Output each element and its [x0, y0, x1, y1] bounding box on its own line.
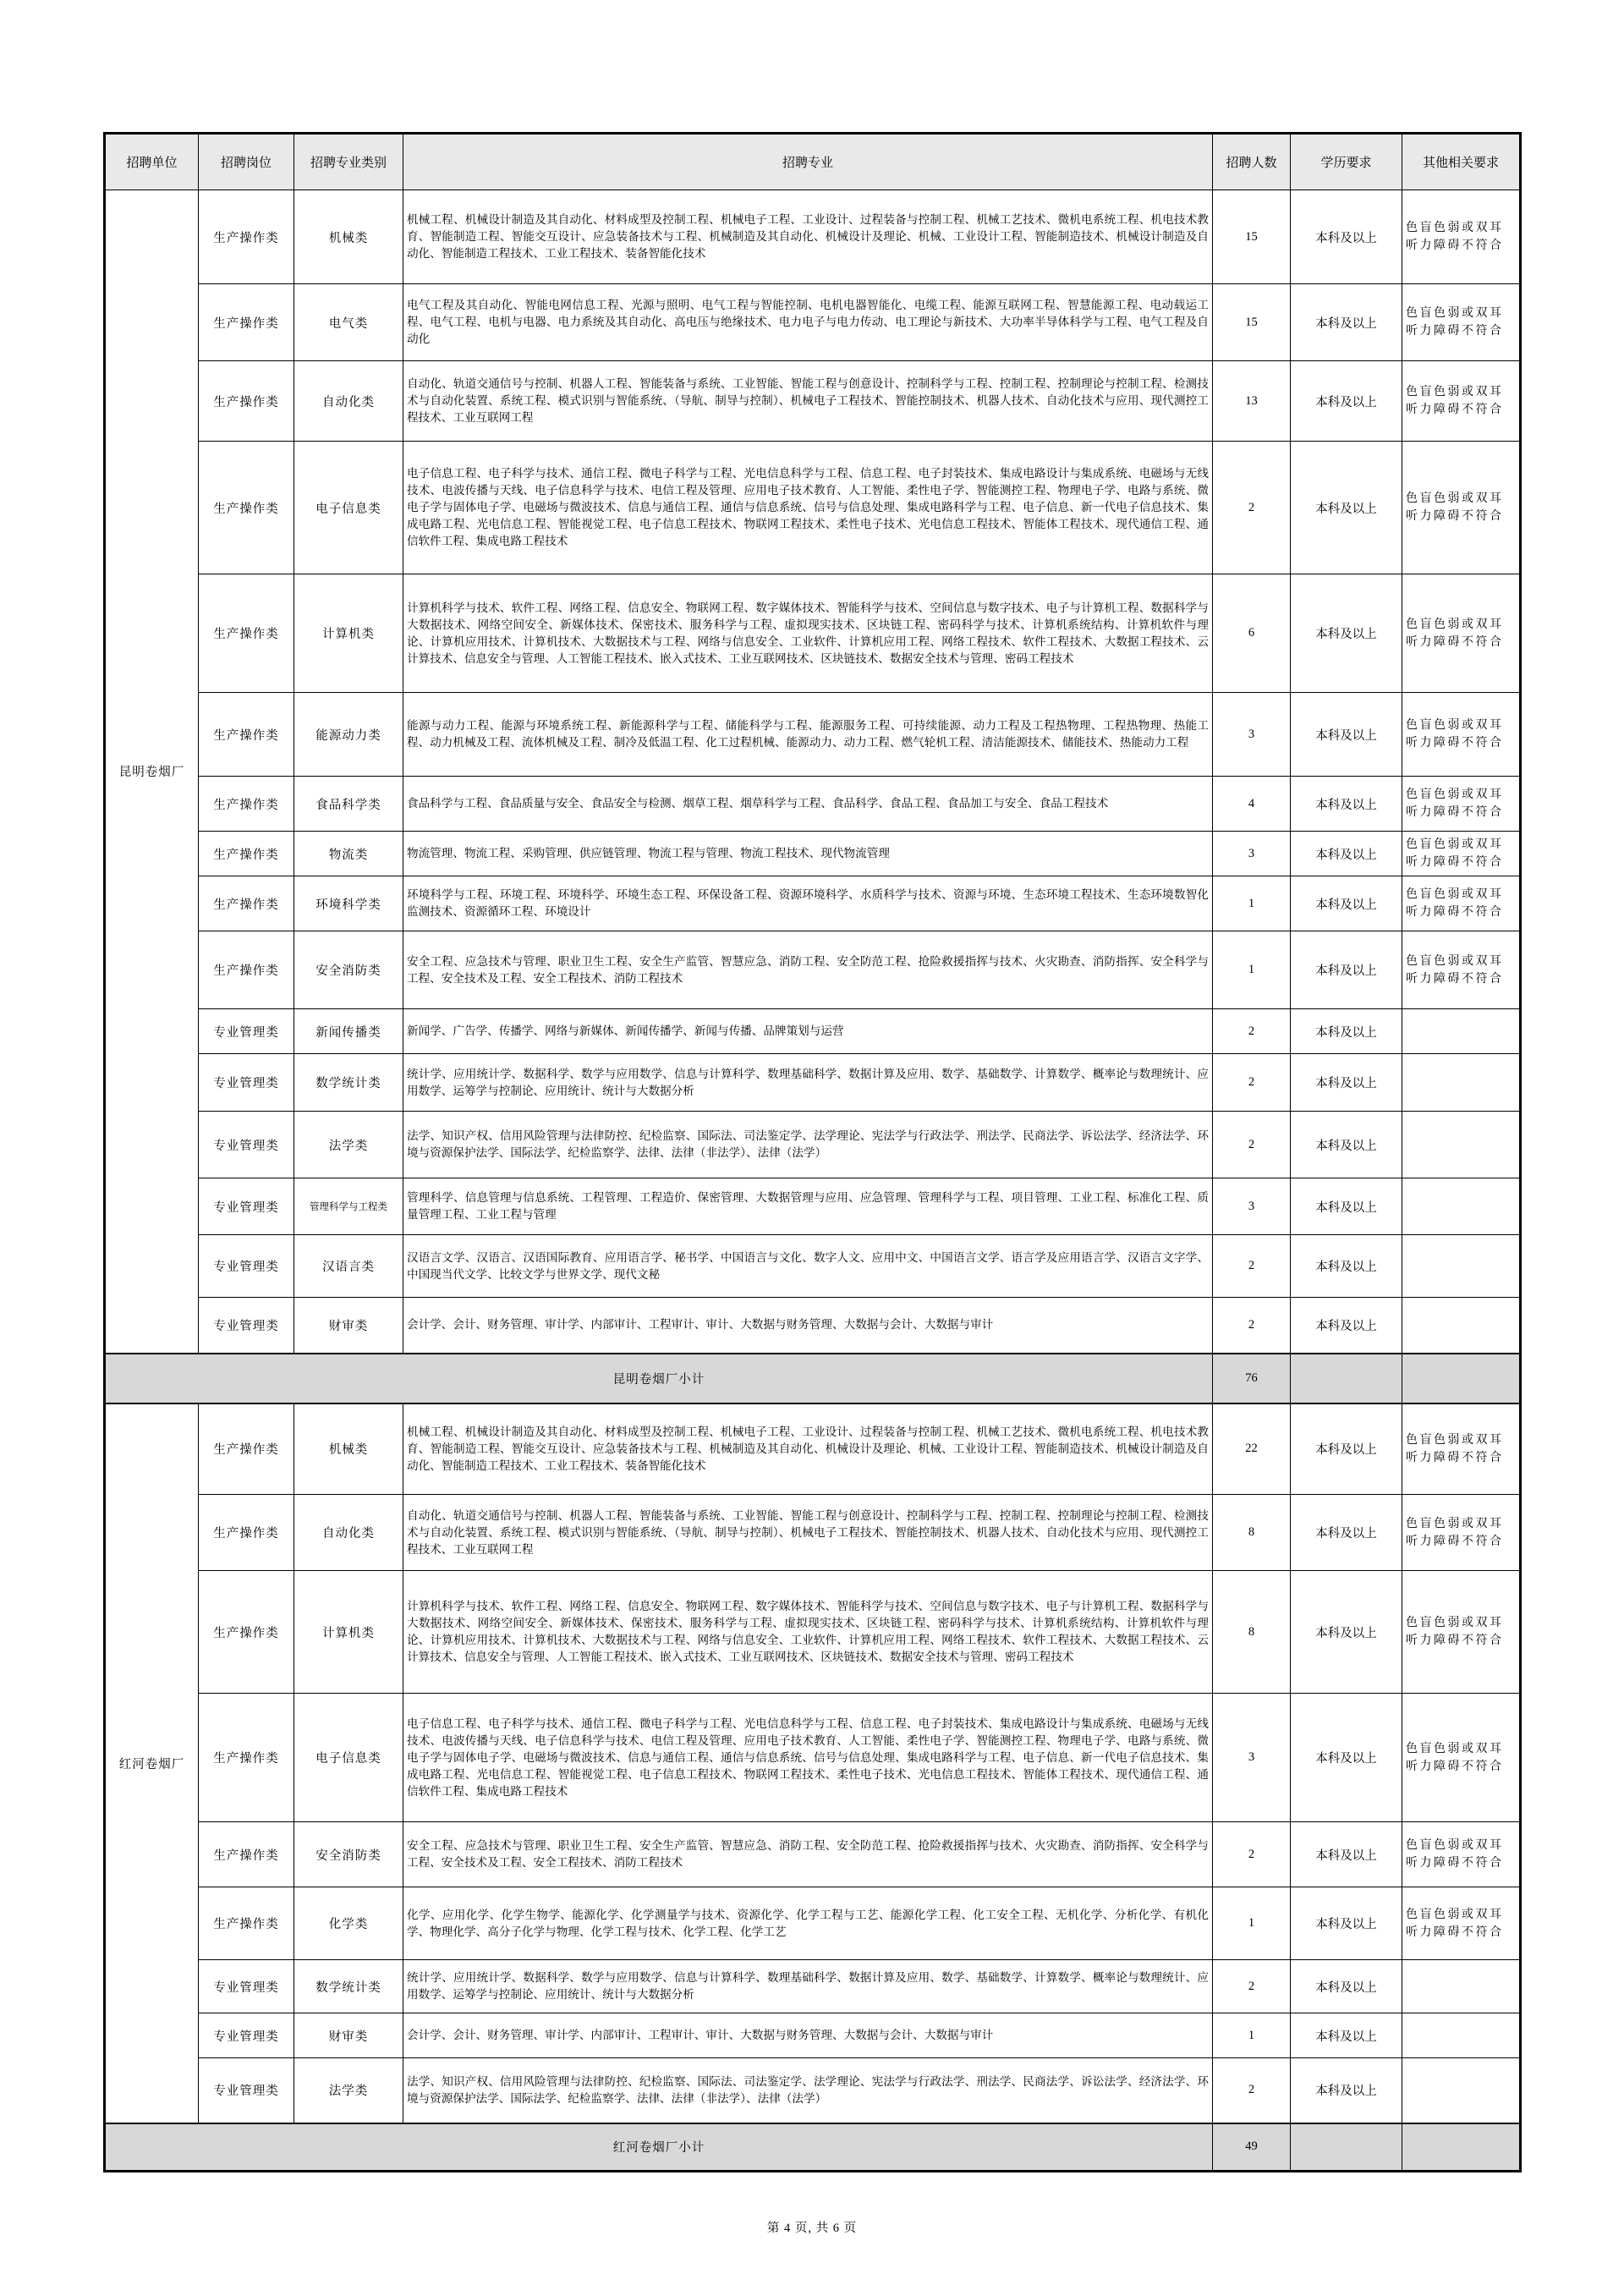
post-cell: 专业管理类 [199, 1112, 294, 1178]
category-cell: 电气类 [294, 284, 403, 361]
category-cell: 法学类 [294, 2058, 403, 2123]
category-cell: 环境科学类 [294, 876, 403, 931]
education-cell: 本科及以上 [1291, 1178, 1402, 1235]
count-cell: 22 [1213, 1403, 1291, 1495]
majors-cell: 物流管理、物流工程、采购管理、供应链管理、物流工程与管理、物流工程技术、现代物流管理 [403, 832, 1213, 876]
count-cell: 8 [1213, 1571, 1291, 1694]
table-row [105, 1694, 1521, 1822]
other-requirements-cell: 色盲色弱或双耳听力障碍不符合 [1402, 1822, 1521, 1887]
post-cell: 专业管理类 [199, 1178, 294, 1235]
other-requirements-cell: 色盲色弱或双耳听力障碍不符合 [1402, 284, 1521, 361]
other-requirements-cell: 色盲色弱或双耳听力障碍不符合 [1402, 832, 1521, 876]
education-cell: 本科及以上 [1291, 1112, 1402, 1178]
post-cell: 专业管理类 [199, 1960, 294, 2013]
subtotal-count: 76 [1213, 1354, 1291, 1403]
category-cell: 安全消防类 [294, 1822, 403, 1887]
count-cell: 2 [1213, 1112, 1291, 1178]
count-cell: 6 [1213, 574, 1291, 693]
post-cell: 专业管理类 [199, 1054, 294, 1112]
count-cell: 15 [1213, 284, 1291, 361]
count-cell: 3 [1213, 1178, 1291, 1235]
majors-cell: 汉语言文学、汉语言、汉语国际教育、应用语言学、秘书学、中国语言与文化、数字人文、应用中文、中国语言文学、语言学及应用语言学、汉语言文字学、中国现当代文学、比较文学与世界文学、现代文秘 [403, 1235, 1213, 1298]
education-cell: 本科及以上 [1291, 284, 1402, 361]
majors-cell: 统计学、应用统计学、数据科学、数学与应用数学、信息与计算科学、数理基础科学、数据计算及应用、数学、基础数学、计算数学、概率论与数理统计、应用数学、运筹学与控制论、应用统计、统计与大数据分析 [403, 1054, 1213, 1112]
post-cell: 生产操作类 [199, 832, 294, 876]
majors-cell: 食品科学与工程、食品质量与安全、食品安全与检测、烟草工程、烟草科学与工程、食品科学、食品工程、食品加工与安全、食品工程技术 [403, 777, 1213, 832]
other-requirements-cell: 色盲色弱或双耳听力障碍不符合 [1402, 1887, 1521, 1960]
other-requirements-cell: 色盲色弱或双耳听力障碍不符合 [1402, 442, 1521, 574]
table-row [105, 1960, 1521, 2013]
table-row [105, 1298, 1521, 1354]
majors-cell: 计算机科学与技术、软件工程、网络工程、信息安全、物联网工程、数字媒体技术、智能科学与技术、空间信息与数字技术、电子与计算机工程、数据科学与大数据技术、网络空间安全、新媒体技术、保密技术、服务科学与工程、虚拟现实技术、区块链工程、密码科学与技术、计算机系统结构、计算机软件与理论、计算机应用技术、计算机技术、大数据技术与工程、网络与信息安全、工业软件、计算机应用工程、网络工程技术、软件工程技术、大数据工程技术、云计算技术、信息安全与管理、人工智能工程技术、嵌入式技术、工业互联网技术、区块链技术、数据安全技术与管理、密码工程技术 [403, 574, 1213, 693]
majors-cell: 自动化、轨道交通信号与控制、机器人工程、智能装备与系统、工业智能、智能工程与创意设计、控制科学与工程、控制工程、控制理论与控制工程、检测技术与自动化装置、系统工程、模式识别与智能系统、（导航、制导与控制）、机械电子工程技术、智能控制技术、机器人技术、自动化技术与应用、现代测控工程技术、工业互联网工程 [403, 361, 1213, 442]
education-cell: 本科及以上 [1291, 931, 1402, 1009]
education-cell: 本科及以上 [1291, 574, 1402, 693]
other-requirements-cell [1402, 1235, 1521, 1298]
other-requirements-cell: 色盲色弱或双耳听力障碍不符合 [1402, 931, 1521, 1009]
other-requirements-cell [1402, 1178, 1521, 1235]
category-cell: 管理科学与工程类 [294, 1178, 403, 1235]
category-cell: 财审类 [294, 1298, 403, 1354]
other-requirements-cell: 色盲色弱或双耳听力障碍不符合 [1402, 574, 1521, 693]
count-cell: 3 [1213, 832, 1291, 876]
post-cell: 生产操作类 [199, 284, 294, 361]
category-cell: 计算机类 [294, 1571, 403, 1694]
post-cell: 生产操作类 [199, 190, 294, 284]
other-requirements-cell: 色盲色弱或双耳听力障碍不符合 [1402, 1571, 1521, 1694]
other-requirements-cell: 色盲色弱或双耳听力障碍不符合 [1402, 1495, 1521, 1571]
post-cell: 生产操作类 [199, 442, 294, 574]
post-cell: 专业管理类 [199, 1235, 294, 1298]
post-cell: 专业管理类 [199, 2013, 294, 2058]
majors-cell: 电子信息工程、电子科学与技术、通信工程、微电子科学与工程、光电信息科学与工程、信息工程、电子封装技术、集成电路设计与集成系统、电磁场与无线技术、电波传播与天线、电子信息科学与技术、电信工程及管理、应用电子技术教育、人工智能、柔性电子学、智能测控工程、物理电子学、电路与系统、微电子学与固体电子学、电磁场与微波技术、信息与通信工程、通信与信息系统、信号与信息处理、集成电路科学与工程、电子信息、新一代电子信息技术、集成电路工程、光电信息工程、智能视觉工程、电子信息工程技术、物联网工程技术、柔性电子技术、光电信息工程技术、智能体工程技术、现代通信工程、通信软件工程、集成电路工程技术 [403, 442, 1213, 574]
table-row [105, 284, 1521, 361]
subtotal-row [105, 1354, 1521, 1403]
category-cell: 食品科学类 [294, 777, 403, 832]
count-cell: 2 [1213, 1960, 1291, 2013]
table-row [105, 361, 1521, 442]
post-cell: 生产操作类 [199, 931, 294, 1009]
education-cell: 本科及以上 [1291, 1571, 1402, 1694]
majors-cell: 能源与动力工程、能源与环境系统工程、新能源科学与工程、储能科学与工程、能源服务工程、可持续能源、动力工程及工程热物理、工程热物理、热能工程、动力机械及工程、流体机械及工程、制冷及低温工程、化工过程机械、能源动力、动力工程、燃气轮机工程、清洁能源技术、储能技术、热能动力工程 [403, 693, 1213, 777]
majors-cell: 安全工程、应急技术与管理、职业卫生工程、安全生产监管、智慧应急、消防工程、安全防范工程、抢险救援指挥与技术、火灾勘查、消防指挥、安全科学与工程、安全技术及工程、安全工程技术、消防工程技术 [403, 931, 1213, 1009]
other-requirements-cell: 色盲色弱或双耳听力障碍不符合 [1402, 361, 1521, 442]
majors-cell: 新闻学、广告学、传播学、网络与新媒体、新闻传播学、新闻与传播、品牌策划与运营 [403, 1009, 1213, 1054]
table-row [105, 1009, 1521, 1054]
education-cell: 本科及以上 [1291, 832, 1402, 876]
education-cell: 本科及以上 [1291, 442, 1402, 574]
post-cell: 专业管理类 [199, 1009, 294, 1054]
post-cell: 生产操作类 [199, 1694, 294, 1822]
column-header-majors: 招聘专业 [403, 134, 1213, 190]
majors-cell: 会计学、会计、财务管理、审计学、内部审计、工程审计、审计、大数据与财务管理、大数据与会计、大数据与审计 [403, 2013, 1213, 2058]
table-row [105, 1887, 1521, 1960]
count-cell: 1 [1213, 2013, 1291, 2058]
education-cell: 本科及以上 [1291, 1822, 1402, 1887]
column-header-other: 其他相关要求 [1402, 134, 1521, 190]
category-cell: 数学统计类 [294, 1960, 403, 2013]
majors-cell: 管理科学、信息管理与信息系统、工程管理、工程造价、保密管理、大数据管理与应用、应急管理、管理科学与工程、项目管理、工业工程、标准化工程、质量管理工程、工业工程与管理 [403, 1178, 1213, 1235]
other-requirements-cell [1402, 1960, 1521, 2013]
count-cell: 2 [1213, 2058, 1291, 2123]
table-row [105, 2058, 1521, 2123]
table-row [105, 876, 1521, 931]
table-row [105, 1403, 1521, 1495]
post-cell: 生产操作类 [199, 1887, 294, 1960]
unit-cell: 昆明卷烟厂 [105, 190, 199, 1354]
count-cell: 4 [1213, 777, 1291, 832]
education-cell: 本科及以上 [1291, 361, 1402, 442]
post-cell: 生产操作类 [199, 1571, 294, 1694]
category-cell: 安全消防类 [294, 931, 403, 1009]
subtotal-row [105, 2123, 1521, 2172]
count-cell: 2 [1213, 442, 1291, 574]
count-cell: 13 [1213, 361, 1291, 442]
majors-cell: 自动化、轨道交通信号与控制、机器人工程、智能装备与系统、工业智能、智能工程与创意设计、控制科学与工程、控制工程、控制理论与控制工程、检测技术与自动化装置、系统工程、模式识别与智能系统、（导航、制导与控制）、机械电子工程技术、智能控制技术、机器人技术、自动化技术与应用、现代测控工程技术、工业互联网工程 [403, 1495, 1213, 1571]
column-header-post: 招聘岗位 [199, 134, 294, 190]
count-cell: 1 [1213, 931, 1291, 1009]
education-cell: 本科及以上 [1291, 1235, 1402, 1298]
subtotal-education-empty [1291, 2123, 1402, 2172]
subtotal-count: 49 [1213, 2123, 1291, 2172]
education-cell: 本科及以上 [1291, 777, 1402, 832]
post-cell: 生产操作类 [199, 1403, 294, 1495]
education-cell: 本科及以上 [1291, 1403, 1402, 1495]
post-cell: 专业管理类 [199, 1298, 294, 1354]
education-cell: 本科及以上 [1291, 1298, 1402, 1354]
table-row [105, 1571, 1521, 1694]
table-row [105, 574, 1521, 693]
count-cell: 2 [1213, 1822, 1291, 1887]
education-cell: 本科及以上 [1291, 1887, 1402, 1960]
category-cell: 电子信息类 [294, 1694, 403, 1822]
subtotal-other-empty [1402, 1354, 1521, 1403]
column-header-education: 学历要求 [1291, 134, 1402, 190]
table-row [105, 1235, 1521, 1298]
category-cell: 新闻传播类 [294, 1009, 403, 1054]
majors-cell: 法学、知识产权、信用风险管理与法律防控、纪检监察、国际法、司法鉴定学、法学理论、宪法学与行政法学、刑法学、民商法学、诉讼法学、经济法学、环境与资源保护法学、国际法学、纪检监察学、法律、法律（非法学）、法律（法学） [403, 1112, 1213, 1178]
column-header-category: 招聘专业类别 [294, 134, 403, 190]
other-requirements-cell [1402, 1298, 1521, 1354]
count-cell: 1 [1213, 1887, 1291, 1960]
subtotal-label: 昆明卷烟厂小计 [105, 1354, 1213, 1403]
other-requirements-cell: 色盲色弱或双耳听力障碍不符合 [1402, 777, 1521, 832]
category-cell: 物流类 [294, 832, 403, 876]
category-cell: 计算机类 [294, 574, 403, 693]
table-row [105, 693, 1521, 777]
count-cell: 3 [1213, 693, 1291, 777]
table-row [105, 777, 1521, 832]
post-cell: 生产操作类 [199, 876, 294, 931]
other-requirements-cell [1402, 1054, 1521, 1112]
category-cell: 自动化类 [294, 1495, 403, 1571]
other-requirements-cell: 色盲色弱或双耳听力障碍不符合 [1402, 876, 1521, 931]
table-row [105, 1112, 1521, 1178]
majors-cell: 会计学、会计、财务管理、审计学、内部审计、工程审计、审计、大数据与财务管理、大数据与会计、大数据与审计 [403, 1298, 1213, 1354]
category-cell: 机械类 [294, 190, 403, 284]
count-cell: 15 [1213, 190, 1291, 284]
majors-cell: 统计学、应用统计学、数据科学、数学与应用数学、信息与计算科学、数理基础科学、数据计算及应用、数学、基础数学、计算数学、概率论与数理统计、应用数学、运筹学与控制论、应用统计、统计与大数据分析 [403, 1960, 1213, 2013]
table-row [105, 832, 1521, 876]
category-cell: 电子信息类 [294, 442, 403, 574]
category-cell: 机械类 [294, 1403, 403, 1495]
table-row [105, 1054, 1521, 1112]
majors-cell: 电子信息工程、电子科学与技术、通信工程、微电子科学与工程、光电信息科学与工程、信息工程、电子封装技术、集成电路设计与集成系统、电磁场与无线技术、电波传播与天线、电子信息科学与技术、电信工程及管理、应用电子技术教育、人工智能、柔性电子学、智能测控工程、物理电子学、电路与系统、微电子学与固体电子学、电磁场与微波技术、信息与通信工程、通信与信息系统、信号与信息处理、集成电路科学与工程、电子信息、新一代电子信息技术、集成电路工程、光电信息工程、智能视觉工程、电子信息工程技术、物联网工程技术、柔性电子技术、光电信息工程技术、智能体工程技术、现代通信工程、通信软件工程、集成电路工程技术 [403, 1694, 1213, 1822]
majors-cell: 电气工程及其自动化、智能电网信息工程、光源与照明、电气工程与智能控制、电机电器智能化、电缆工程、能源互联网工程、智慧能源工程、电动载运工程、电气工程、电机与电器、电力系统及其自动化、高电压与绝缘技术、电力电子与电力传动、电工理论与新技术、大功率半导体科学与工程、电气工程及自动化 [403, 284, 1213, 361]
category-cell: 法学类 [294, 1112, 403, 1178]
column-header-count: 招聘人数 [1213, 134, 1291, 190]
education-cell: 本科及以上 [1291, 1694, 1402, 1822]
category-cell: 汉语言类 [294, 1235, 403, 1298]
table-row [105, 190, 1521, 284]
table-header-row [105, 134, 1521, 190]
other-requirements-cell: 色盲色弱或双耳听力障碍不符合 [1402, 1403, 1521, 1495]
post-cell: 专业管理类 [199, 2058, 294, 2123]
category-cell: 数学统计类 [294, 1054, 403, 1112]
education-cell: 本科及以上 [1291, 1009, 1402, 1054]
education-cell: 本科及以上 [1291, 1495, 1402, 1571]
category-cell: 化学类 [294, 1887, 403, 1960]
education-cell: 本科及以上 [1291, 2058, 1402, 2123]
education-cell: 本科及以上 [1291, 876, 1402, 931]
post-cell: 生产操作类 [199, 693, 294, 777]
post-cell: 生产操作类 [199, 1495, 294, 1571]
table-row [105, 2013, 1521, 2058]
majors-cell: 计算机科学与技术、软件工程、网络工程、信息安全、物联网工程、数字媒体技术、智能科学与技术、空间信息与数字技术、电子与计算机工程、数据科学与大数据技术、网络空间安全、新媒体技术、保密技术、服务科学与工程、虚拟现实技术、区块链工程、密码科学与技术、计算机系统结构、计算机软件与理论、计算机应用技术、计算机技术、大数据技术与工程、网络与信息安全、工业软件、计算机应用工程、网络工程技术、软件工程技术、大数据工程技术、云计算技术、信息安全与管理、人工智能工程技术、嵌入式技术、工业互联网技术、区块链技术、数据安全技术与管理、密码工程技术 [403, 1571, 1213, 1694]
count-cell: 8 [1213, 1495, 1291, 1571]
majors-cell: 安全工程、应急技术与管理、职业卫生工程、安全生产监管、智慧应急、消防工程、安全防范工程、抢险救援指挥与技术、火灾勘查、消防指挥、安全科学与工程、安全技术及工程、安全工程技术、消防工程技术 [403, 1822, 1213, 1887]
majors-cell: 机械工程、机械设计制造及其自动化、材料成型及控制工程、机械电子工程、工业设计、过程装备与控制工程、机械工艺技术、微机电系统工程、机电技术教育、智能制造工程、智能交互设计、应急装备技术与工程、机械制造及其自动化、机械设计及理论、机械、工业设计工程、智能制造技术、机械设计制造及自动化、智能制造工程技术、工业工程技术、装备智能化技术 [403, 1403, 1213, 1495]
subtotal-label: 红河卷烟厂小计 [105, 2123, 1213, 2172]
other-requirements-cell [1402, 1112, 1521, 1178]
other-requirements-cell [1402, 2058, 1521, 2123]
post-cell: 生产操作类 [199, 777, 294, 832]
majors-cell: 机械工程、机械设计制造及其自动化、材料成型及控制工程、机械电子工程、工业设计、过程装备与控制工程、机械工艺技术、微机电系统工程、机电技术教育、智能制造工程、智能交互设计、应急装备技术与工程、机械制造及其自动化、机械设计及理论、机械、工业设计工程、智能制造技术、机械设计制造及自动化、智能制造工程技术、工业工程技术、装备智能化技术 [403, 190, 1213, 284]
table-row [105, 1178, 1521, 1235]
count-cell: 2 [1213, 1009, 1291, 1054]
other-requirements-cell: 色盲色弱或双耳听力障碍不符合 [1402, 1694, 1521, 1822]
education-cell: 本科及以上 [1291, 1960, 1402, 2013]
count-cell: 1 [1213, 876, 1291, 931]
post-cell: 生产操作类 [199, 1822, 294, 1887]
page-number: 第 4 页, 共 6 页 [766, 2222, 858, 2235]
table-row [105, 931, 1521, 1009]
count-cell: 3 [1213, 1694, 1291, 1822]
majors-cell: 法学、知识产权、信用风险管理与法律防控、纪检监察、国际法、司法鉴定学、法学理论、宪法学与行政法学、刑法学、民商法学、诉讼法学、经济法学、环境与资源保护法学、国际法学、纪检监察学、法律、法律（非法学）、法律（法学） [403, 2058, 1213, 2123]
recruitment-table [103, 132, 1522, 2172]
table-row [105, 442, 1521, 574]
post-cell: 生产操作类 [199, 361, 294, 442]
post-cell: 生产操作类 [199, 574, 294, 693]
education-cell: 本科及以上 [1291, 2013, 1402, 2058]
column-header-unit: 招聘单位 [105, 134, 199, 190]
other-requirements-cell: 色盲色弱或双耳听力障碍不符合 [1402, 190, 1521, 284]
majors-cell: 环境科学与工程、环境工程、环境科学、环境生态工程、环保设备工程、资源环境科学、水质科学与技术、资源与环境、生态环境工程技术、生态环境数智化监测技术、资源循环工程、环境设计 [403, 876, 1213, 931]
majors-cell: 化学、应用化学、化学生物学、能源化学、化学测量学与技术、资源化学、化学工程与工艺、能源化学工程、化工安全工程、无机化学、分析化学、有机化学、物理化学、高分子化学与物理、化学工程与技术、化学工程、化学工艺 [403, 1887, 1213, 1960]
count-cell: 2 [1213, 1235, 1291, 1298]
other-requirements-cell [1402, 2013, 1521, 2058]
unit-cell: 红河卷烟厂 [105, 1403, 199, 2123]
other-requirements-cell: 色盲色弱或双耳听力障碍不符合 [1402, 693, 1521, 777]
education-cell: 本科及以上 [1291, 693, 1402, 777]
other-requirements-cell [1402, 1009, 1521, 1054]
subtotal-education-empty [1291, 1354, 1402, 1403]
table-row [105, 1822, 1521, 1887]
category-cell: 自动化类 [294, 361, 403, 442]
count-cell: 2 [1213, 1054, 1291, 1112]
category-cell: 能源动力类 [294, 693, 403, 777]
category-cell: 财审类 [294, 2013, 403, 2058]
subtotal-other-empty [1402, 2123, 1521, 2172]
education-cell: 本科及以上 [1291, 1054, 1402, 1112]
table-row [105, 1495, 1521, 1571]
education-cell: 本科及以上 [1291, 190, 1402, 284]
count-cell: 2 [1213, 1298, 1291, 1354]
